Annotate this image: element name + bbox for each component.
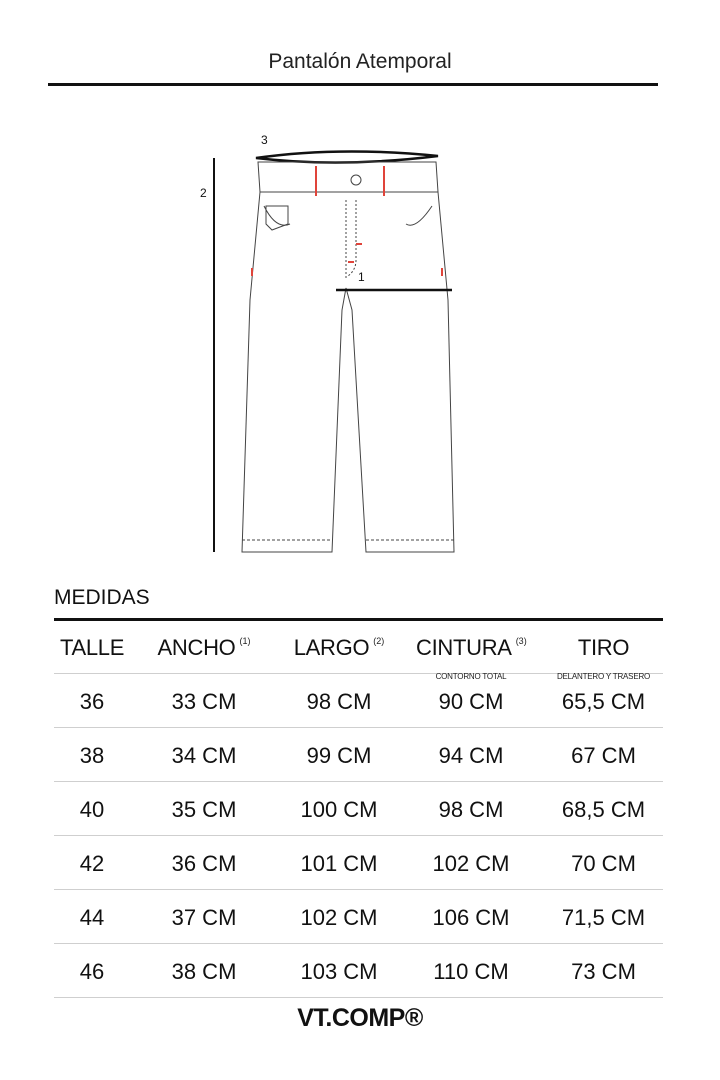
- header-subtitle: DELANTERO Y TRASERO: [556, 672, 651, 681]
- table-header: [54, 621, 663, 681]
- size-table: [54, 621, 663, 998]
- page-title: Pantalón Atemporal: [268, 50, 452, 73]
- stitch-markers: [252, 166, 442, 276]
- cell-ancho: 37 CM: [171, 905, 237, 930]
- brand-logo-text: VT.COMP®: [297, 1004, 423, 1032]
- header-footnote: (2): [373, 636, 385, 646]
- header-subtitle: CONTORNO TOTAL: [435, 672, 507, 681]
- cell-cintura: 98 CM: [438, 797, 504, 822]
- cell-tiro: 70 CM: [571, 851, 636, 876]
- pants-illustration: [180, 120, 500, 570]
- cell-ancho: 36 CM: [171, 851, 237, 876]
- waist-measure-label: 3: [261, 133, 268, 147]
- cell-ancho: 34 CM: [171, 743, 237, 768]
- cell-talle: 42: [79, 851, 105, 876]
- cell-largo: 98 CM: [306, 689, 372, 714]
- header-footnote: (3): [515, 636, 527, 646]
- header-label: LARGO: [293, 635, 370, 660]
- pants-outline: [242, 162, 454, 552]
- table-row: [54, 782, 663, 836]
- cell-ancho: 33 CM: [171, 689, 237, 714]
- waist-guide-line: [256, 151, 438, 162]
- header-footnote: (1): [239, 636, 251, 646]
- cell-ancho: 38 CM: [171, 959, 237, 984]
- cell-tiro: 68,5 CM: [561, 797, 646, 822]
- cell-largo: 100 CM: [300, 797, 378, 822]
- header-ancho: [154, 635, 254, 661]
- cell-tiro: 73 CM: [571, 959, 636, 984]
- cell-ancho: 35 CM: [171, 797, 237, 822]
- cell-cintura: 106 CM: [432, 905, 510, 930]
- table-row: [54, 836, 663, 890]
- cell-largo: 99 CM: [306, 743, 372, 768]
- width-measure-label: 1: [358, 270, 365, 284]
- cell-talle: 40: [79, 797, 105, 822]
- table-row: [54, 944, 663, 998]
- header-label: ANCHO: [157, 635, 236, 660]
- header-talle: [54, 635, 130, 661]
- header-tiro: [544, 635, 663, 681]
- cell-cintura: 90 CM: [438, 689, 504, 714]
- header-label: TIRO: [577, 635, 630, 660]
- header-label: CINTURA: [416, 635, 512, 660]
- section-title: MEDIDAS: [54, 586, 150, 609]
- cell-largo: 101 CM: [300, 851, 378, 876]
- cell-talle: 38: [79, 743, 105, 768]
- cell-tiro: 71,5 CM: [561, 905, 646, 930]
- table-row: [54, 674, 663, 728]
- pants-diagram: [180, 120, 500, 570]
- cell-largo: 103 CM: [300, 959, 378, 984]
- cell-cintura: 110 CM: [433, 959, 509, 984]
- cell-talle: 46: [79, 959, 105, 984]
- cell-tiro: 65,5 CM: [561, 689, 646, 714]
- cell-largo: 102 CM: [300, 905, 378, 930]
- header-largo: [289, 635, 389, 661]
- title-divider: [48, 83, 658, 86]
- cell-talle: 44: [79, 905, 105, 930]
- header-cintura: [416, 635, 527, 681]
- cell-talle: 36: [79, 689, 105, 714]
- table-row: [54, 728, 663, 782]
- cell-cintura: 94 CM: [438, 743, 504, 768]
- table-row: [54, 890, 663, 944]
- cell-tiro: 67 CM: [571, 743, 636, 768]
- header-label: TALLE: [59, 635, 125, 660]
- length-measure-label: 2: [200, 186, 207, 200]
- cell-cintura: 102 CM: [432, 851, 510, 876]
